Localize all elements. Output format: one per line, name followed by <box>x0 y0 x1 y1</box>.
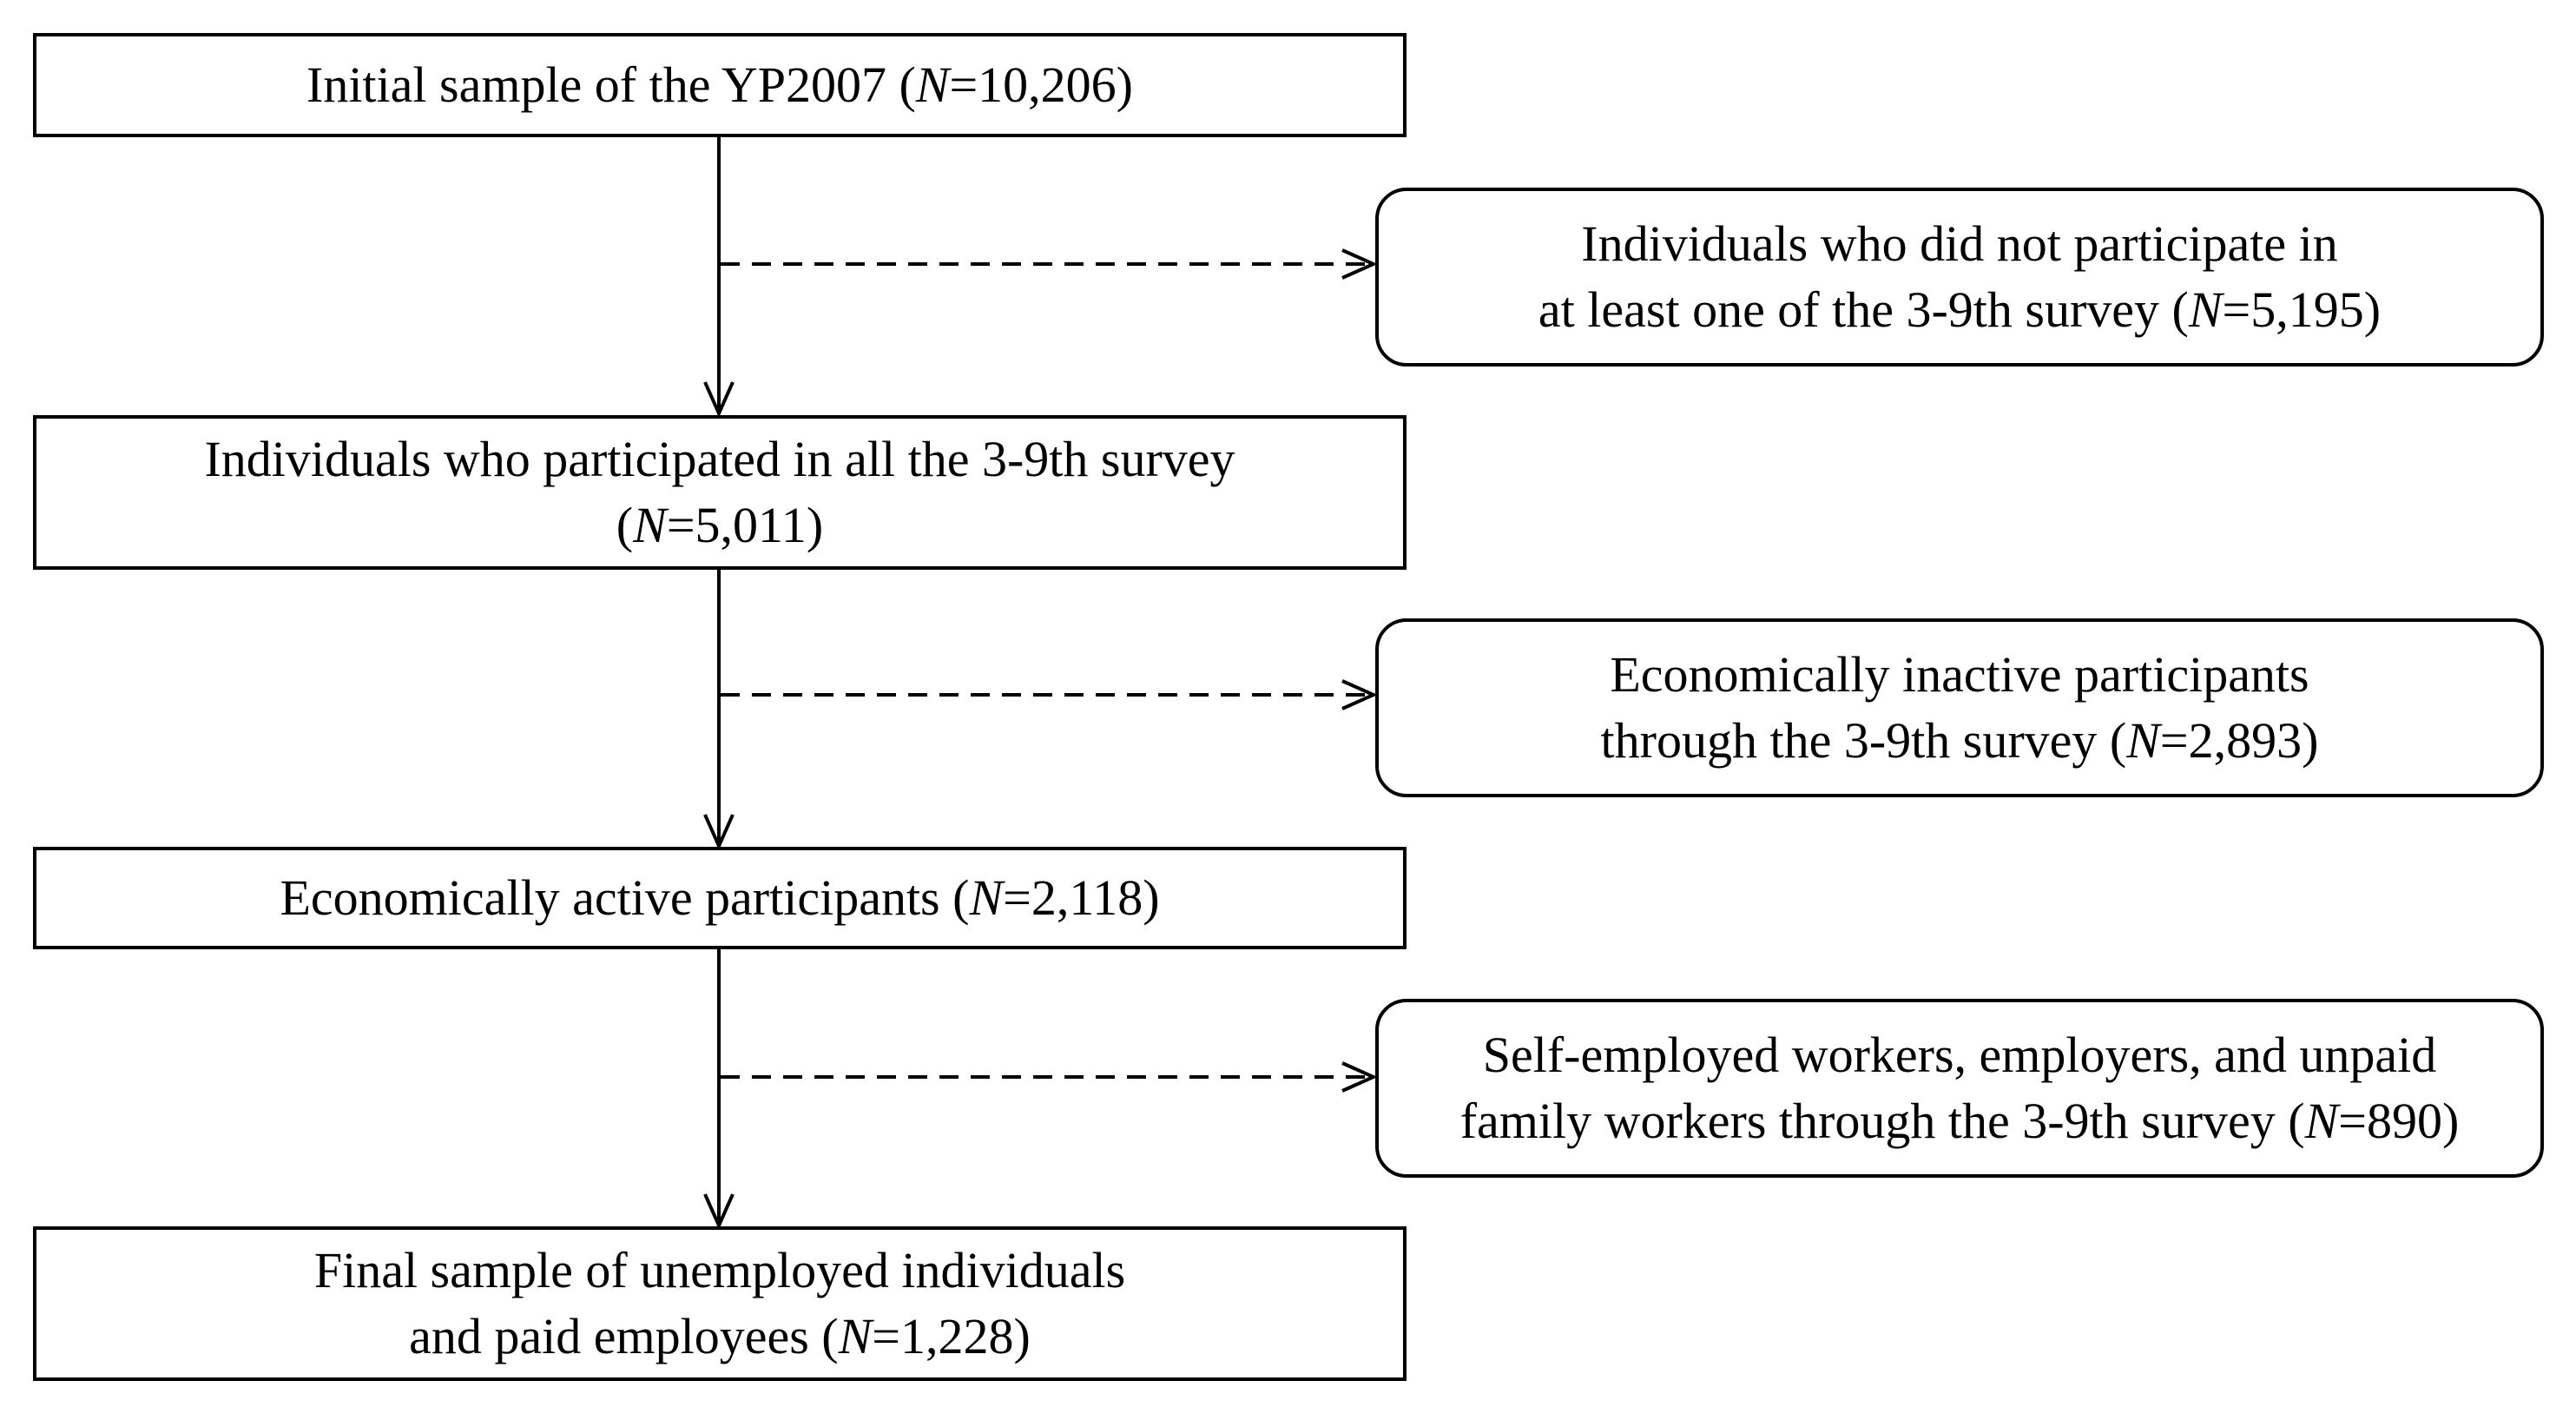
n-value: =890) <box>2338 1093 2460 1149</box>
line-text: through the 3-9th survey ( <box>1600 712 2127 769</box>
box-line <box>409 1304 1031 1370</box>
box-line <box>1601 708 2319 774</box>
n-value: =10,206) <box>949 56 1133 113</box>
n-value: =5,011) <box>666 497 824 553</box>
n-symbol: N <box>2188 281 2223 338</box>
line-text: Individuals who participated in all the 3-9th survey <box>204 431 1235 487</box>
n-value: =5,195) <box>2222 281 2382 338</box>
participated-all-box <box>33 415 1407 570</box>
box-line <box>1483 1022 2437 1088</box>
box-line <box>1581 211 2337 277</box>
line-text: Individuals who did not participate in <box>1581 215 2338 272</box>
n-symbol: N <box>838 1308 873 1364</box>
final-sample-box <box>33 1226 1407 1381</box>
n-value: =1,228) <box>872 1308 1031 1364</box>
line-text: Final sample of unemployed individuals <box>313 1242 1126 1298</box>
box-line <box>616 492 823 558</box>
line-text: and paid employees ( <box>409 1308 839 1364</box>
n-symbol: N <box>969 869 1004 926</box>
box-line <box>314 1238 1125 1304</box>
box-line <box>1460 1088 2460 1154</box>
exclusion-nonparticipants-box <box>1375 188 2544 367</box>
n-symbol: N <box>633 497 667 553</box>
line-text: Initial sample of the YP2007 ( <box>306 56 916 113</box>
exclusion-self-employed-box <box>1375 999 2544 1178</box>
exclusion-inactive-box <box>1375 618 2544 797</box>
n-symbol: N <box>2304 1093 2339 1149</box>
n-symbol: N <box>915 56 950 113</box>
box-line <box>204 426 1235 492</box>
economically-active-box <box>33 847 1407 949</box>
box-line <box>306 52 1133 118</box>
box-line <box>1610 642 2309 708</box>
line-text: Self-employed workers, employers, and unpaid <box>1482 1027 2437 1083</box>
line-text: ( <box>616 497 634 553</box>
initial-sample-box <box>33 33 1407 137</box>
line-text: at least one of the 3-9th survey ( <box>1538 281 2189 338</box>
line-text: Economically active participants ( <box>280 869 970 926</box>
n-value: =2,118) <box>1003 869 1160 926</box>
line-text: family workers through the 3-9th survey ( <box>1459 1093 2305 1149</box>
box-line <box>1538 277 2381 343</box>
box-line <box>280 865 1159 931</box>
n-value: =2,893) <box>2159 712 2319 769</box>
n-symbol: N <box>2126 712 2160 769</box>
line-text: Economically inactive participants <box>1610 646 2309 703</box>
